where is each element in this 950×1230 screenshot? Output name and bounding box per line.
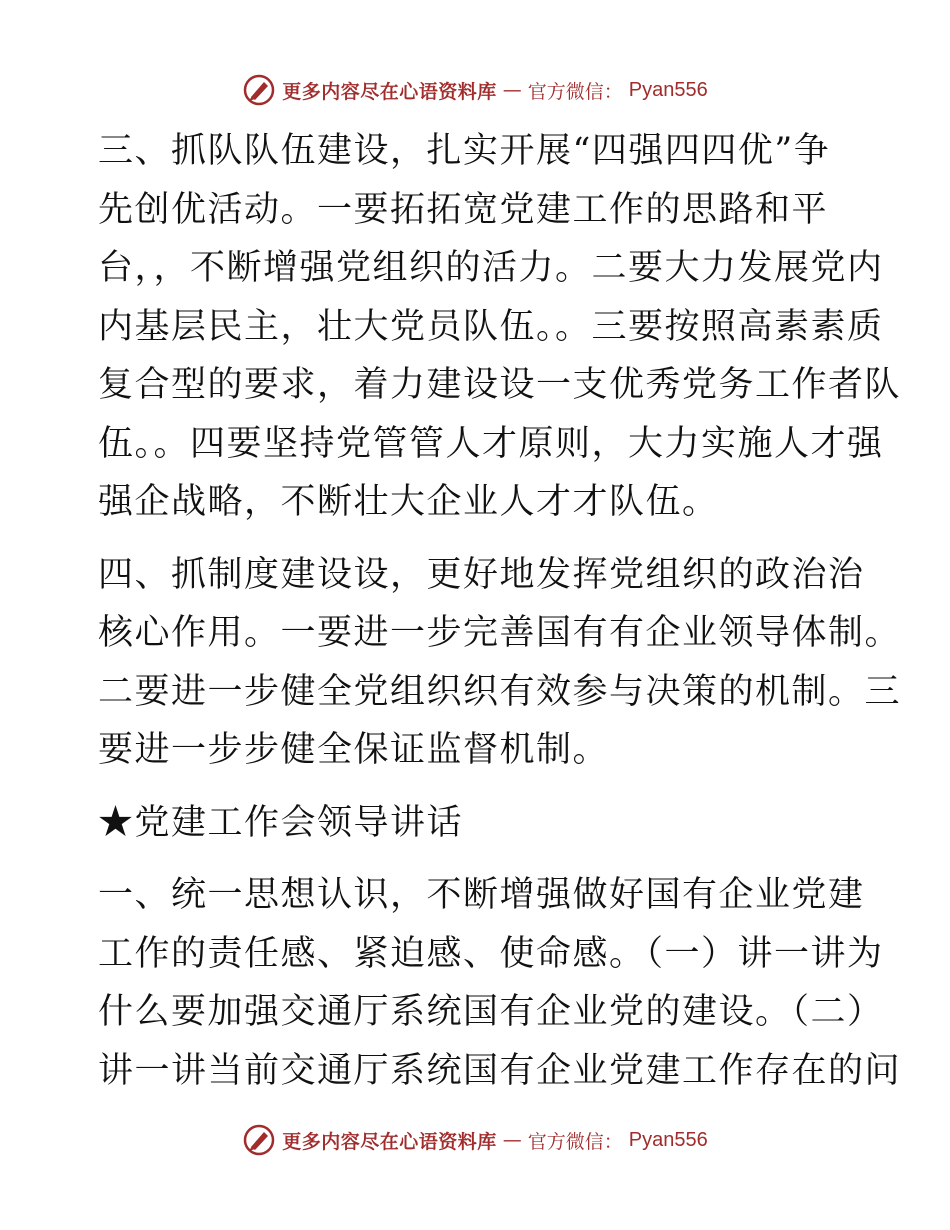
text-line: 伍。。四要坚持党管管人才原则，大力实施人才强 [98,423,884,464]
text-line: 讲一讲当前交通厅系统国有企业党建工作存在的问 [98,1050,902,1091]
watermark-separator: — [502,79,522,101]
document-body [98,122,902,1100]
text-line: 先创优活动。一要拓拓宽党建工作的思路和平 [98,189,829,230]
watermark-wechat-id: Pyan556 [628,78,708,101]
text-line: 台，，不断增强党组织的活力。二要大力发展党内 [98,248,884,288]
pen-logo-icon [242,1123,276,1157]
text-line: 一、统一思想认识，不断增强做好国有企业党建 [98,875,865,915]
watermark-wechat-label: 官方微信： [527,80,623,103]
text-line: 二要进一步健全党组织织有效参与决策的机制。三 [98,671,902,712]
text-line: 核心作用。一要进一步完善国有有企业领导体制。 [98,613,902,653]
text-line: 强企战略，不断壮大企业人才才队伍。 [98,482,719,522]
text-line: 什么要加强交通厅系统国有企业党的建设。（二） [98,992,884,1032]
heading-line: ★党建工作会领导讲话 [98,802,464,843]
watermark-wechat-id: Pyan556 [628,1128,708,1151]
paragraph-section-4 [98,546,902,780]
text-line: 要进一步步健全保证监督机制。 [98,730,610,770]
text-line: 四、抓制度建设设，更好地发挥党组织的政治治 [98,554,865,595]
text-line: 三、抓队队伍建设，扎实开展“四强四四优”争 [98,131,831,171]
footer-watermark [0,1120,950,1160]
text-line: 内基层民主，壮大党员队伍。。三要按照高素素质 [98,306,884,347]
watermark-text: 更多内容尽在心语资料库 [282,80,497,103]
section-heading [98,794,858,853]
text-line: 工作的责任感、紧迫感、使命感。（一）讲一讲为 [98,933,884,974]
text-line: 复合型的要求，着力建设设一支优秀党务工作者队 [98,365,902,405]
paragraph-section-1 [98,866,902,1100]
watermark-separator: — [502,1129,522,1151]
watermark-wechat-label: 官方微信： [527,1130,623,1153]
paragraph-section-3 [98,122,902,532]
watermark-text: 更多内容尽在心语资料库 [282,1130,497,1153]
header-watermark [0,70,950,110]
pen-logo-icon [242,73,276,107]
